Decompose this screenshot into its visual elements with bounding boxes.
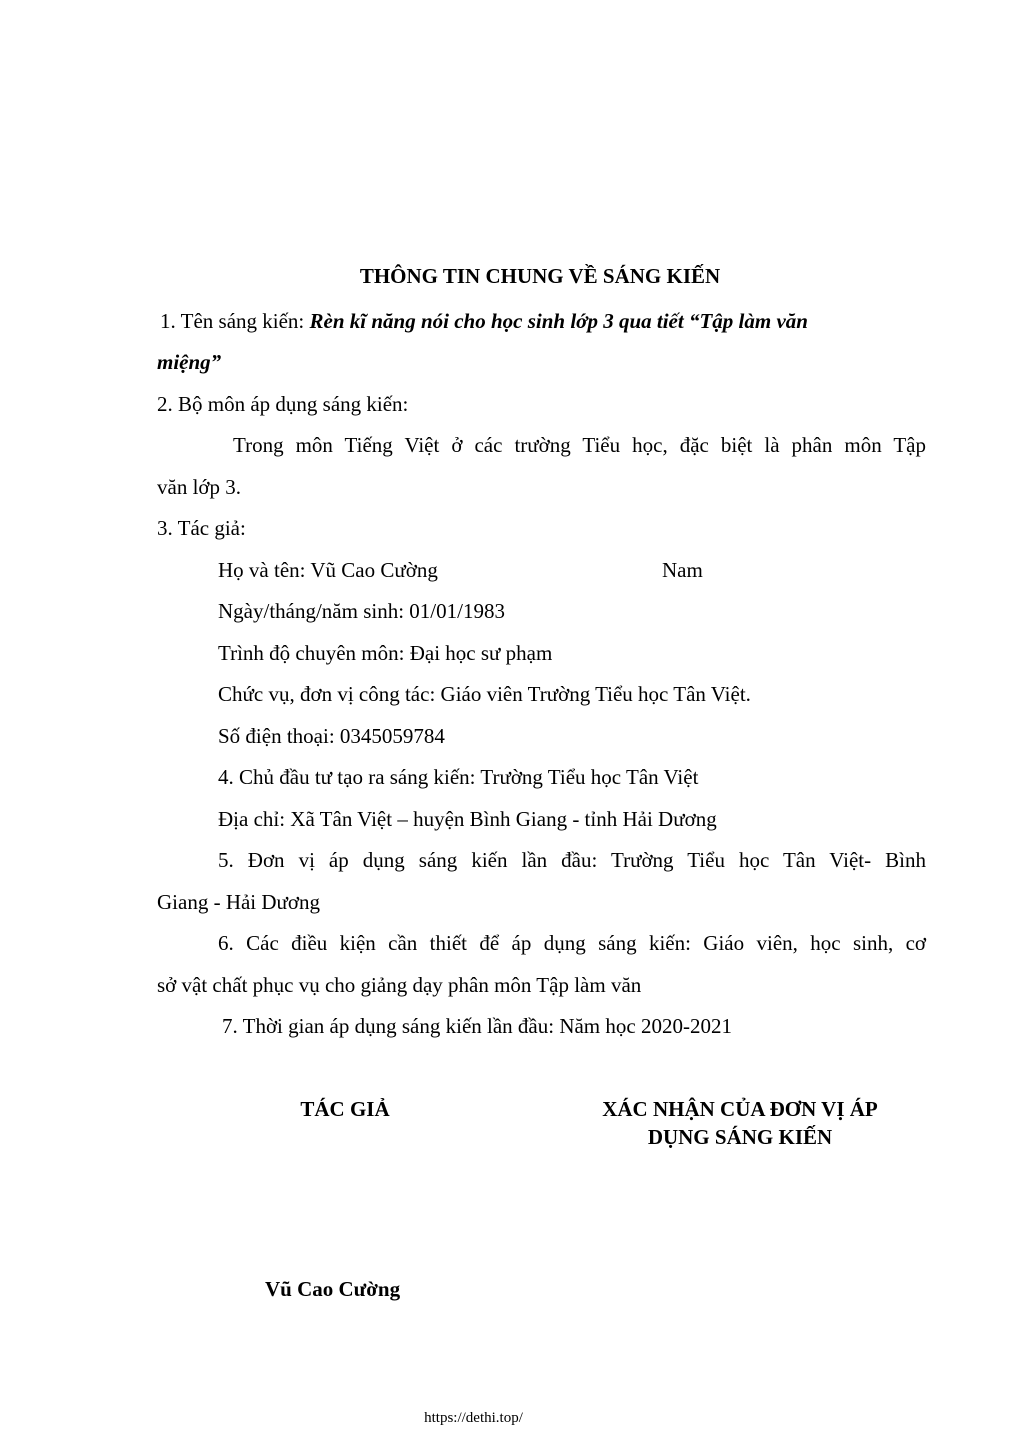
item4-investor: 4. Chủ đầu tư tạo ra sáng kiến: Trường Tiểu học Tân Việt	[218, 765, 699, 789]
author-signature-name: Vũ Cao Cường	[265, 1277, 401, 1301]
footer-url: https://dethi.top/	[424, 1410, 523, 1426]
item5-line1: 5. Đơn vị áp dụng sáng kiến lần đầu: Trường Tiểu học Tân Việt- Bình	[218, 848, 926, 872]
author-gender: Nam	[662, 558, 703, 582]
author-position: Chức vụ, đơn vị công tác: Giáo viên Trường Tiểu học Tân Việt.	[218, 682, 751, 706]
item6-line2: sở vật chất phục vụ cho giảng dạy phân môn Tập làm văn	[157, 973, 642, 997]
unit-confirmation-heading	[560, 1095, 920, 1151]
author-name-label: Họ và tên: Vũ Cao Cường	[218, 558, 438, 582]
item7-line1: 7. Thời gian áp dụng sáng kiến lần đầu: Năm học 2020-2021	[222, 1014, 732, 1038]
document-title: THÔNG TIN CHUNG VỀ SÁNG KIẾN	[359, 264, 721, 288]
author-signature-heading: TÁC GIẢ	[300, 1097, 390, 1121]
initiative-name: Rèn kĩ năng nói cho học sinh lớp 3 qua tiết “Tập làm văn	[309, 309, 808, 333]
author-dob: Ngày/tháng/năm sinh: 01/01/1983	[218, 599, 505, 623]
item5-line2: Giang - Hải Dương	[157, 890, 321, 914]
item2-line2: văn lớp 3.	[157, 475, 242, 499]
author-phone: Số điện thoại: 0345059784	[218, 724, 445, 748]
item4-address: Địa chỉ: Xã Tân Việt – huyện Bình Giang - tỉnh Hải Dương	[218, 807, 717, 831]
author-qualification: Trình độ chuyên môn: Đại học sư phạm	[218, 641, 553, 665]
item6-line1: 6. Các điều kiện cần thiết để áp dụng sáng kiến: Giáo viên, học sinh, cơ	[218, 931, 926, 955]
item1-line	[160, 311, 808, 332]
unit-confirmation-heading-line1: XÁC NHẬN CỦA ĐƠN VỊ ÁP	[602, 1097, 878, 1121]
unit-confirmation-heading-line2: DỤNG SÁNG KIẾN	[647, 1125, 833, 1149]
item2-line1: Trong môn Tiếng Việt ở các trường Tiểu học, đặc biệt là phân môn Tập	[233, 433, 926, 457]
initiative-name-cont: miệng”	[157, 350, 222, 374]
item2-heading: 2. Bộ môn áp dụng sáng kiến:	[157, 392, 409, 416]
item1-prefix: 1. Tên sáng kiến:	[160, 309, 310, 333]
item3-heading: 3. Tác giả:	[157, 516, 246, 540]
